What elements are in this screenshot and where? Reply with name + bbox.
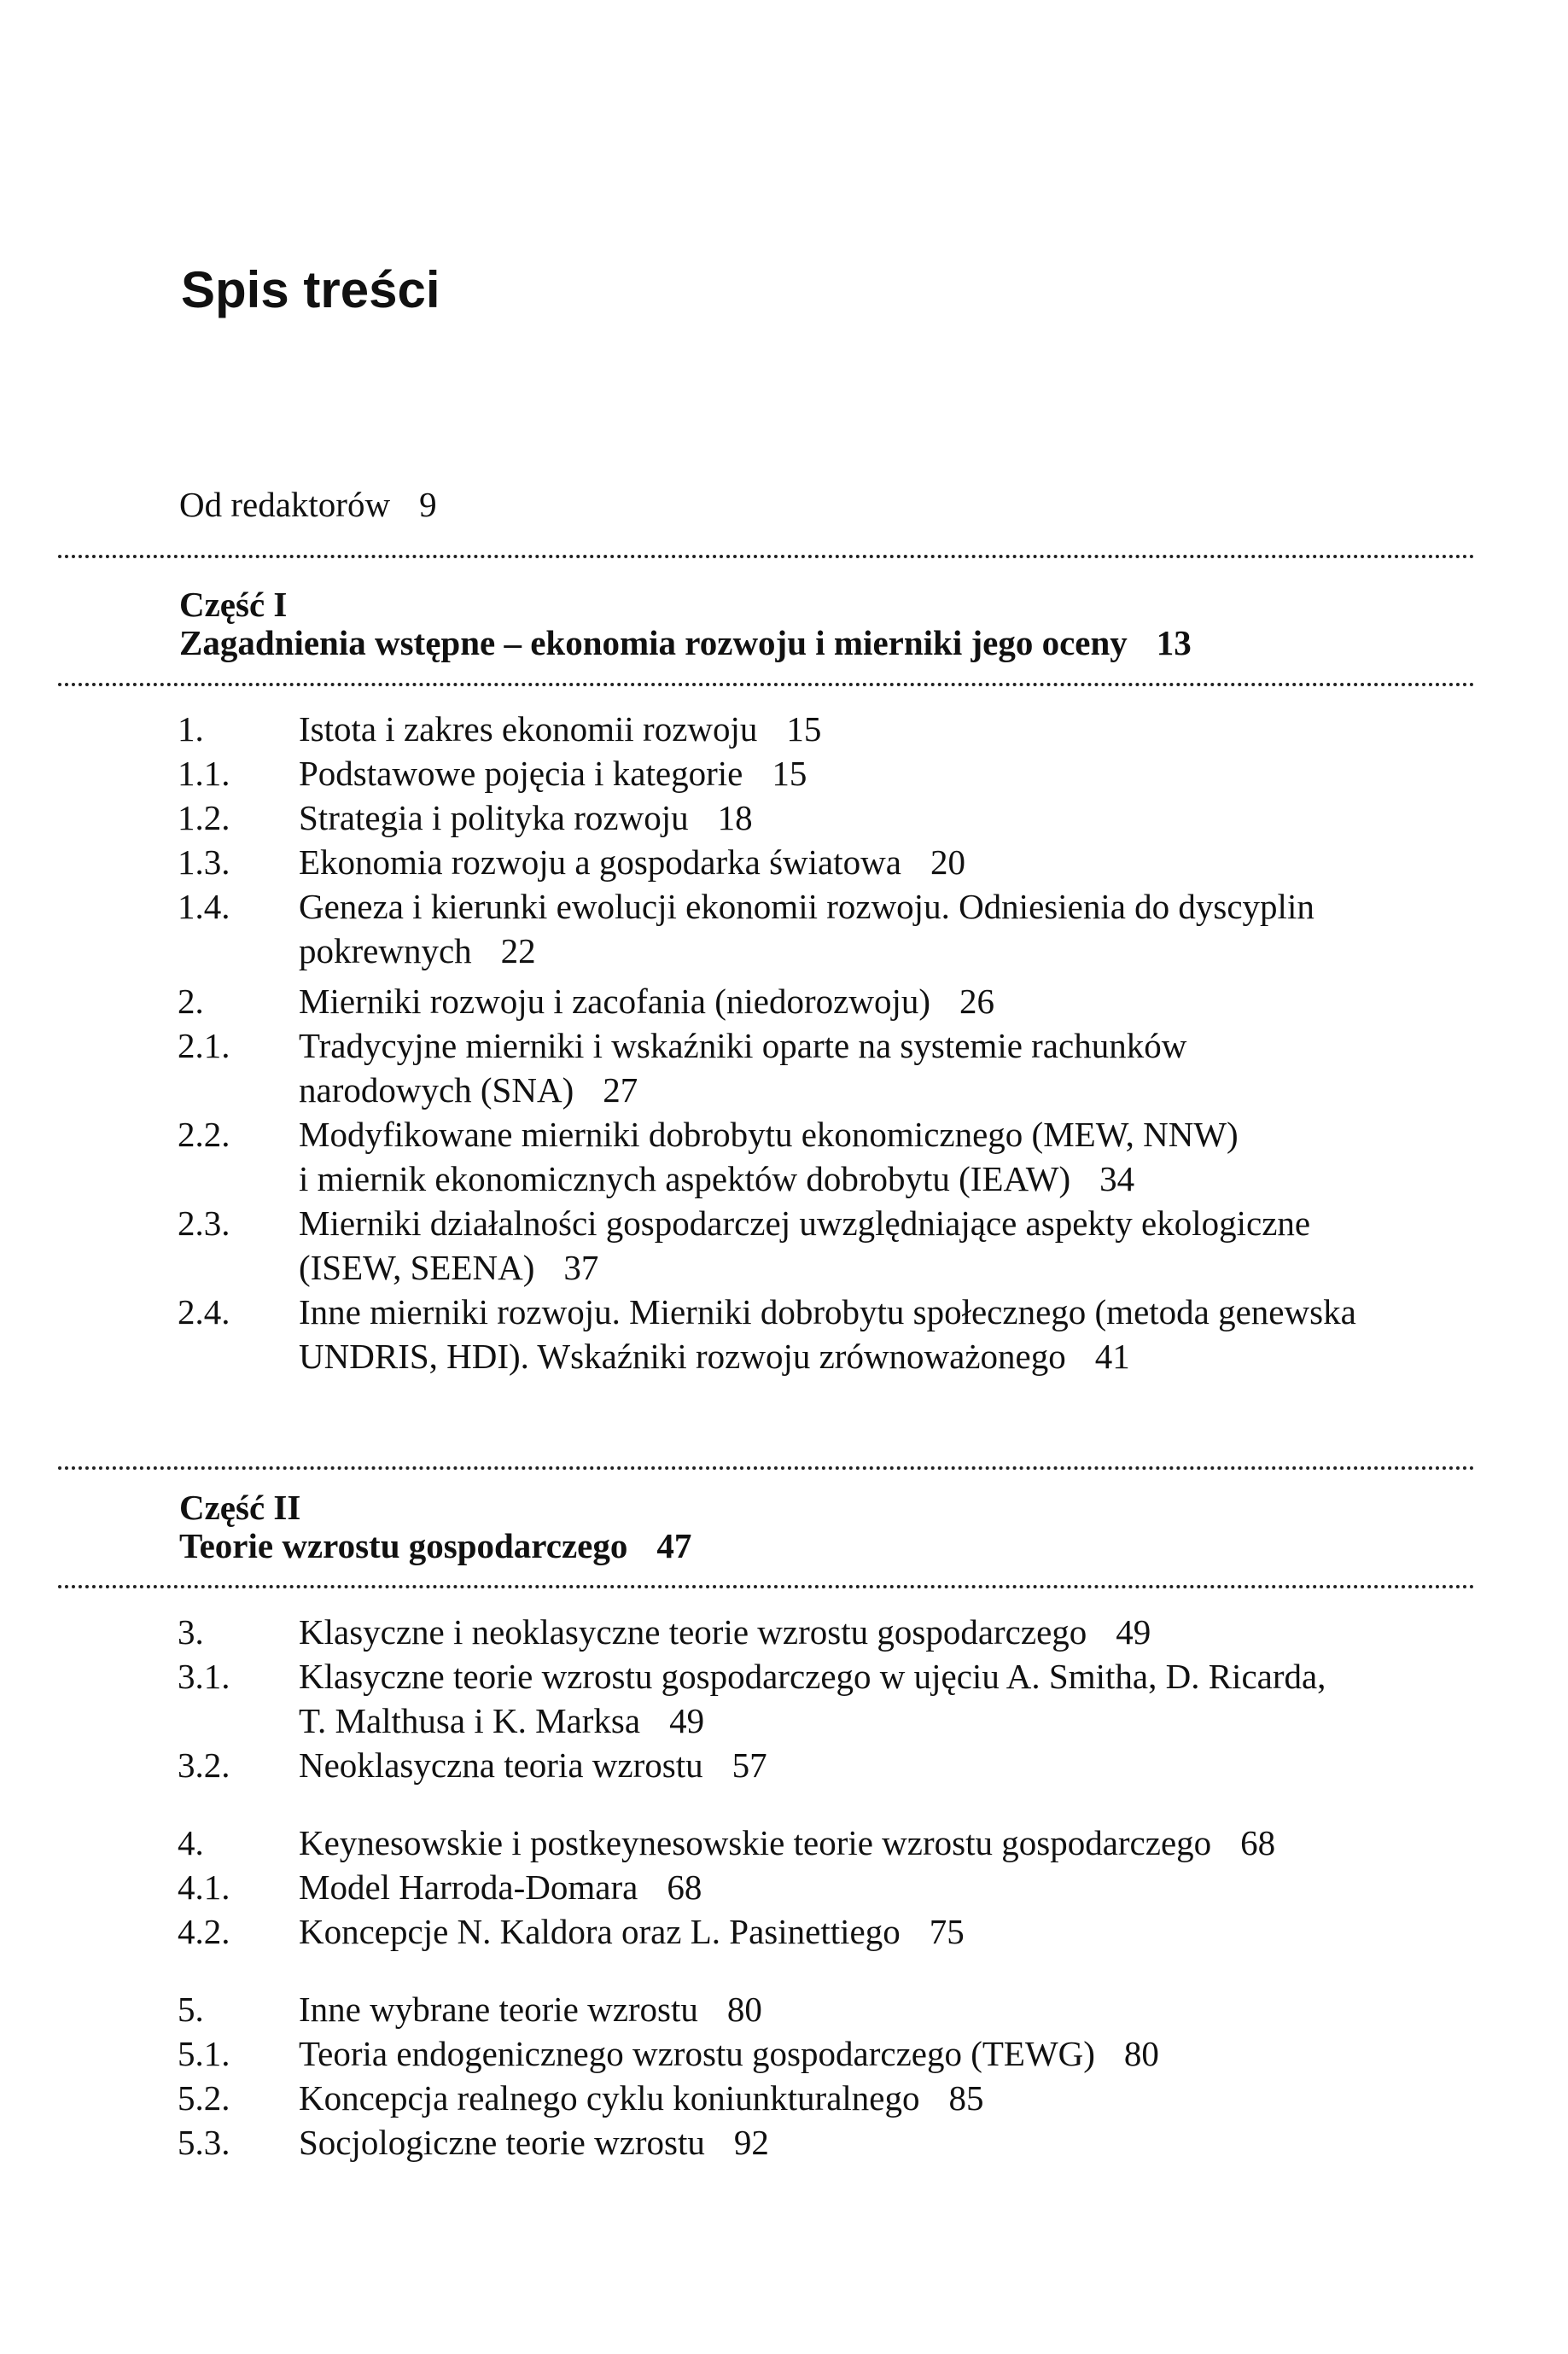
entry-title: Inne mierniki rozwoju. Mierniki dobrobytu społecznego (metoda genewska bbox=[299, 1292, 1356, 1331]
page-number: 37 bbox=[563, 1248, 599, 1287]
entry-number: 2.2. bbox=[178, 1115, 230, 1154]
entry-title: Neoklasyczna teoria wzrostu bbox=[299, 1745, 703, 1785]
page-number: 9 bbox=[419, 485, 437, 524]
entry-number: 2.1. bbox=[178, 1026, 230, 1065]
page-number: 34 bbox=[1099, 1159, 1135, 1198]
dotted-divider bbox=[58, 1466, 1475, 1470]
entry-title-line bbox=[299, 1654, 1474, 1698]
entry-title-line bbox=[299, 2076, 1474, 2120]
entry-title-line bbox=[299, 1112, 1474, 1157]
entry-number: 2. bbox=[178, 982, 204, 1021]
part-title: Teorie wzrostu gospodarczego bbox=[179, 1526, 628, 1565]
toc-entry[interactable] bbox=[178, 1112, 1474, 1201]
entry-number: 3. bbox=[178, 1612, 204, 1652]
page-number: 68 bbox=[667, 1867, 702, 1907]
page-number: 49 bbox=[1116, 1612, 1151, 1652]
entry-title-line bbox=[299, 751, 1474, 795]
entry-title: Klasyczne teorie wzrostu gospodarczego w ujęciu A. Smitha, D. Ricarda, bbox=[299, 1657, 1326, 1696]
toc-entry[interactable] bbox=[178, 1654, 1474, 1743]
toc-entry[interactable] bbox=[178, 979, 1474, 1023]
entry-title-line bbox=[299, 1821, 1474, 1865]
part-label: Część II bbox=[179, 1488, 301, 1527]
toc-entry[interactable] bbox=[178, 1821, 1474, 1865]
entry-title: T. Malthusa i K. Marksa bbox=[299, 1701, 641, 1740]
toc-entry-preface[interactable] bbox=[179, 482, 437, 527]
entry-title-line bbox=[299, 1610, 1474, 1654]
entry-number: 5.2. bbox=[178, 2078, 230, 2118]
entry-number: 3.2. bbox=[178, 1745, 230, 1785]
entry-title-line bbox=[299, 1865, 1474, 1909]
entry-title: Inne wybrane teorie wzrostu bbox=[299, 1990, 698, 2029]
dotted-divider bbox=[58, 683, 1475, 686]
page-number: 26 bbox=[959, 982, 995, 1021]
part-label: Część I bbox=[179, 585, 288, 624]
entry-title-line bbox=[299, 1909, 1474, 1954]
toc-entry[interactable] bbox=[178, 1987, 1474, 2031]
entry-title-line bbox=[299, 840, 1474, 884]
page-title: Spis treści bbox=[181, 261, 440, 318]
toc-entry[interactable] bbox=[178, 1290, 1474, 1378]
entry-number: 2.4. bbox=[178, 1292, 230, 1331]
entry-title: Koncepcje N. Kaldora oraz L. Pasinettiego bbox=[299, 1912, 901, 1951]
toc-entry[interactable] bbox=[178, 840, 1474, 884]
page-number: 49 bbox=[669, 1701, 705, 1740]
dotted-divider bbox=[58, 555, 1475, 558]
entry-title: Klasyczne i neoklasyczne teorie wzrostu gospodarczego bbox=[299, 1612, 1087, 1652]
page-number: 15 bbox=[772, 754, 807, 793]
entry-title: Keynesowskie i postkeynesowskie teorie wzrostu gospodarczego bbox=[299, 1823, 1212, 1862]
entry-title: UNDRIS, HDI). Wskaźniki rozwoju zrównoważonego bbox=[299, 1337, 1066, 1376]
entry-number: 1. bbox=[178, 709, 204, 749]
entry-title: Model Harroda-Domara bbox=[299, 1867, 638, 1907]
page-number: 22 bbox=[500, 931, 536, 970]
entry-title-line bbox=[299, 884, 1474, 929]
entry-title-line bbox=[299, 979, 1474, 1023]
toc-entry[interactable] bbox=[178, 1909, 1474, 1954]
entry-title-line bbox=[299, 1157, 1474, 1201]
toc-entry[interactable] bbox=[178, 1610, 1474, 1654]
page-number: 27 bbox=[603, 1070, 638, 1110]
page-number: 13 bbox=[1156, 623, 1192, 662]
page-number: 68 bbox=[1240, 1823, 1276, 1862]
entry-number: 3.1. bbox=[178, 1657, 230, 1696]
page-number: 41 bbox=[1094, 1337, 1130, 1376]
entry-title-line bbox=[299, 1743, 1474, 1787]
toc-entry[interactable] bbox=[178, 2031, 1474, 2076]
entry-title-line bbox=[299, 1334, 1474, 1378]
toc-entry[interactable] bbox=[178, 2120, 1474, 2165]
entry-number: 4. bbox=[178, 1823, 204, 1862]
entry-title-line bbox=[299, 795, 1474, 840]
entry-number: 4.1. bbox=[178, 1867, 230, 1907]
page-number: 92 bbox=[733, 2123, 769, 2162]
entry-title: Mierniki działalności gospodarczej uwzględniające aspekty ekologiczne bbox=[299, 1203, 1311, 1243]
part-heading[interactable] bbox=[179, 1524, 691, 1568]
entry-title: Mierniki rozwoju i zacofania (niedorozwoju) bbox=[299, 982, 931, 1021]
toc-entry[interactable] bbox=[178, 1023, 1474, 1112]
entry-title-line bbox=[299, 707, 1474, 751]
toc-entry[interactable] bbox=[178, 795, 1474, 840]
entry-title: Ekonomia rozwoju a gospodarka światowa bbox=[299, 842, 901, 882]
entry-title-line bbox=[299, 2031, 1474, 2076]
page-number: 75 bbox=[929, 1912, 965, 1951]
entry-title-line bbox=[299, 1201, 1474, 1245]
entry-number: 4.2. bbox=[178, 1912, 230, 1951]
entry-number: 2.3. bbox=[178, 1203, 230, 1243]
entry-number: 1.1. bbox=[178, 754, 230, 793]
entry-title-line bbox=[299, 2120, 1474, 2165]
entry-title: i miernik ekonomicznych aspektów dobrobytu (IEAW) bbox=[299, 1159, 1071, 1198]
toc-entry[interactable] bbox=[178, 1865, 1474, 1909]
entry-title: Geneza i kierunki ewolucji ekonomii rozwoju. Odniesienia do dyscyplin bbox=[299, 887, 1314, 926]
toc-entry[interactable] bbox=[178, 1201, 1474, 1290]
toc-entry[interactable] bbox=[178, 2076, 1474, 2120]
entry-number: 1.2. bbox=[178, 798, 230, 837]
entry-title: Socjologiczne teorie wzrostu bbox=[299, 2123, 705, 2162]
entry-title-line bbox=[299, 1245, 1474, 1290]
page-number: 85 bbox=[948, 2078, 984, 2118]
part-heading[interactable] bbox=[179, 621, 1192, 665]
page-number: 80 bbox=[1123, 2034, 1159, 2073]
part-title: Zagadnienia wstępne – ekonomia rozwoju i mierniki jego oceny bbox=[179, 623, 1128, 662]
entry-title-line bbox=[299, 1023, 1474, 1068]
toc-entry[interactable] bbox=[178, 707, 1474, 751]
entry-number: 1.3. bbox=[178, 842, 230, 882]
page-number: 20 bbox=[930, 842, 965, 882]
entry-title: Modyfikowane mierniki dobrobytu ekonomicznego (MEW, NNW) bbox=[299, 1115, 1239, 1154]
page-number: 57 bbox=[732, 1745, 767, 1785]
entry-title: pokrewnych bbox=[299, 931, 472, 970]
entry-title-line bbox=[299, 1290, 1474, 1334]
entry-title: narodowych (SNA) bbox=[299, 1070, 574, 1110]
page-number: 18 bbox=[717, 798, 753, 837]
entry-number: 5.3. bbox=[178, 2123, 230, 2162]
entry-title: Podstawowe pojęcia i kategorie bbox=[299, 754, 743, 793]
entry-title-line bbox=[299, 929, 1474, 973]
entry-title: (ISEW, SEENA) bbox=[299, 1248, 535, 1287]
entry-number: 5. bbox=[178, 1990, 204, 2029]
entry-title: Istota i zakres ekonomii rozwoju bbox=[299, 709, 758, 749]
entry-title: Tradycyjne mierniki i wskaźniki oparte na systemie rachunków bbox=[299, 1026, 1187, 1065]
entry-title-line bbox=[299, 1698, 1474, 1743]
entry-title-line bbox=[299, 1987, 1474, 2031]
page-number: 15 bbox=[786, 709, 822, 749]
entry-title: Strategia i polityka rozwoju bbox=[299, 798, 689, 837]
toc-entry[interactable] bbox=[178, 751, 1474, 795]
toc-entry[interactable] bbox=[178, 884, 1474, 973]
entry-title: Koncepcja realnego cyklu koniunkturalnego bbox=[299, 2078, 920, 2118]
dotted-divider bbox=[58, 1585, 1475, 1588]
page-number: 47 bbox=[656, 1526, 692, 1565]
entry-title: Od redaktorów bbox=[179, 485, 391, 524]
toc-entry[interactable] bbox=[178, 1743, 1474, 1787]
entry-title-line bbox=[299, 1068, 1474, 1112]
entry-number: 5.1. bbox=[178, 2034, 230, 2073]
page-number: 80 bbox=[726, 1990, 762, 2029]
entry-number: 1.4. bbox=[178, 887, 230, 926]
entry-title: Teoria endogenicznego wzrostu gospodarczego (TEWG) bbox=[299, 2034, 1095, 2073]
